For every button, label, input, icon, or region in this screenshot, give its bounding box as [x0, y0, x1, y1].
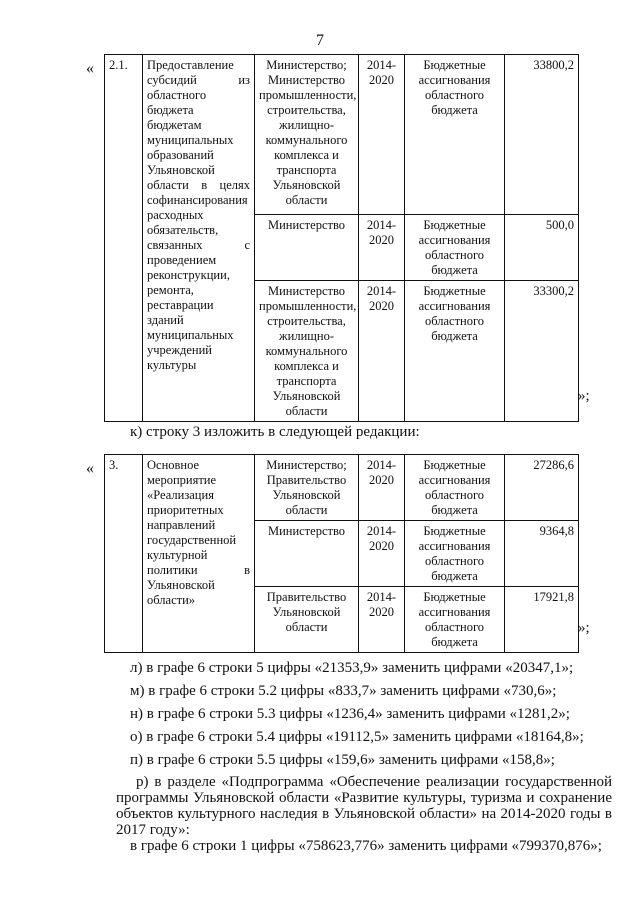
- amount-cell: 27286,6: [505, 455, 579, 521]
- activity-description: Предоставление субсидий из областного бюджета бюджетам муниципальных образований Ульяновской области в целях софинансирования расходных обязательств, связанных с проведением реконструкции, ремонта, реставрации зданий муниципальных учреждений культуры: [143, 55, 255, 422]
- funding-source-cell: Бюджетные ассигнования областного бюджета: [405, 455, 505, 521]
- executor-cell: Правительство Ульяновской области: [255, 587, 359, 653]
- period-cell: 2014-2020: [359, 455, 405, 521]
- period-cell: 2014-2020: [359, 281, 405, 422]
- instruction-r: р) в разделе «Подпрограмма «Обеспечение реализации государственной программы Ульяновской области «Развитие культуры, туризма и сохранение объектов культурного наследия в Ульяновской области» на 2014-2020 годы в 2017 году»:: [116, 774, 612, 838]
- instruction-n: н) в графе 6 строки 5.3 цифры «1236,4» заменить цифрами «1281,2»;: [130, 706, 570, 722]
- funding-source-cell: Бюджетные ассигнования областного бюджета: [405, 587, 505, 653]
- amount-cell: 500,0: [505, 215, 579, 281]
- period-cell: 2014-2020: [359, 521, 405, 587]
- instruction-m: м) в графе 6 строки 5.2 цифры «833,7» заменить цифрами «730,6»;: [130, 683, 557, 699]
- opening-quote-2: «: [86, 460, 94, 477]
- amount-cell: 33300,2: [505, 281, 579, 422]
- executor-cell: Министерство; Министерство промышленности, строительства, жилищно-коммунального комплекса и транспорта Ульяновской области: [255, 55, 359, 215]
- period-cell: 2014-2020: [359, 587, 405, 653]
- instruction-r-sub: в графе 6 строки 1 цифры «758623,776» заменить цифрами «799370,876»;: [130, 838, 602, 854]
- activity-description: Основное мероприятие «Реализация приоритетных направлений государственной культурной политики в Ульяновской области»: [143, 455, 255, 653]
- program-table-row-3: [104, 454, 579, 653]
- closing-quote-2: »;: [578, 620, 590, 636]
- executor-cell: Министерство: [255, 215, 359, 281]
- program-table-row-2-1: [104, 54, 579, 422]
- table-row: [105, 455, 579, 521]
- instruction-k: к) строку 3 изложить в следующей редакции:: [130, 424, 420, 440]
- executor-cell: Министерство промышленности, строительства, жилищно-коммунального комплекса и транспорта Ульяновской области: [255, 281, 359, 422]
- amount-cell: 33800,2: [505, 55, 579, 215]
- instruction-l: л) в графе 6 строки 5 цифры «21353,9» заменить цифрами «20347,1»;: [130, 660, 574, 676]
- funding-source-cell: Бюджетные ассигнования областного бюджета: [405, 55, 505, 215]
- funding-source-cell: Бюджетные ассигнования областного бюджета: [405, 521, 505, 587]
- period-cell: 2014-2020: [359, 55, 405, 215]
- page-number: 7: [316, 32, 324, 49]
- funding-source-cell: Бюджетные ассигнования областного бюджета: [405, 281, 505, 422]
- instruction-p: п) в графе 6 строки 5.5 цифры «159,6» заменить цифрами «158,8»;: [130, 752, 555, 768]
- amount-cell: 9364,8: [505, 521, 579, 587]
- row-number: 3.: [105, 455, 143, 653]
- period-cell: 2014-2020: [359, 215, 405, 281]
- table-row: [105, 55, 579, 215]
- executor-cell: Министерство: [255, 521, 359, 587]
- row-number: 2.1.: [105, 55, 143, 422]
- instruction-o: о) в графе 6 строки 5.4 цифры «19112,5» заменить цифрами «18164,8»;: [130, 729, 584, 745]
- opening-quote-1: «: [86, 60, 94, 77]
- closing-quote-1: »;: [578, 388, 590, 404]
- amount-cell: 17921,8: [505, 587, 579, 653]
- executor-cell: Министерство; Правительство Ульяновской области: [255, 455, 359, 521]
- funding-source-cell: Бюджетные ассигнования областного бюджета: [405, 215, 505, 281]
